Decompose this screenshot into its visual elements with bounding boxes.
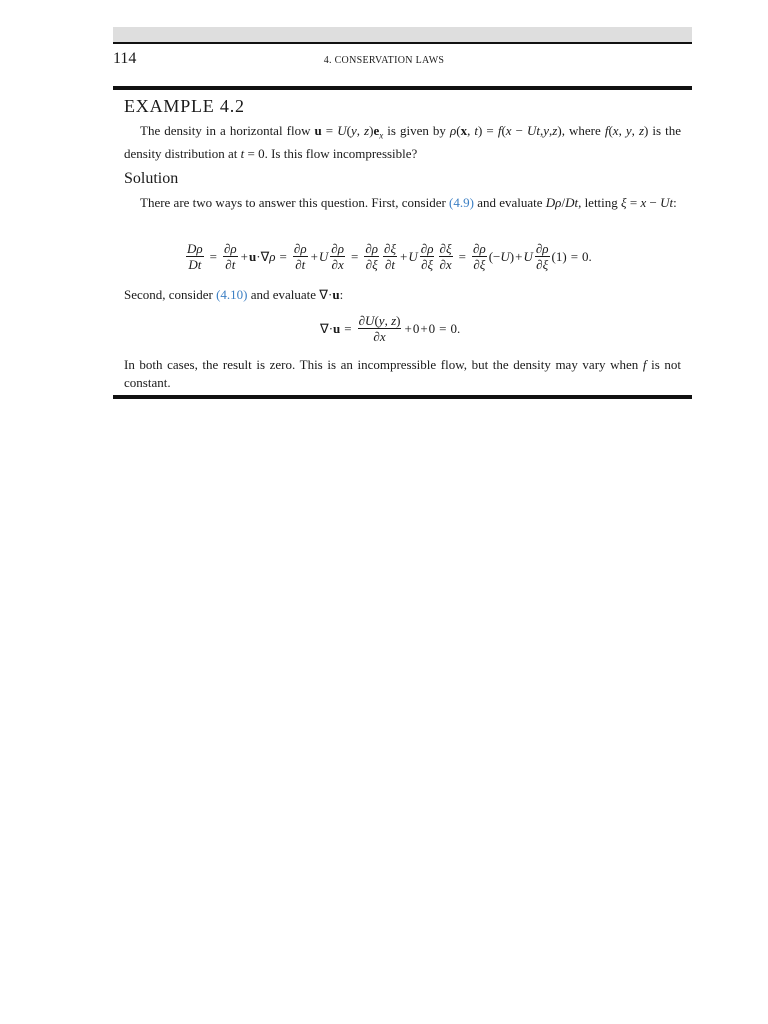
solution-paragraph-3: In both cases, the result is zero. This is an incompressible flow, but the density may vary when f is not constant. xyxy=(124,357,681,390)
header-rule xyxy=(113,42,692,44)
example-top-rule xyxy=(113,86,692,90)
example-title: EXAMPLE 4.2 xyxy=(124,96,245,116)
page-number: 114 xyxy=(113,50,137,67)
equation-reference-4-9[interactable]: (4.9) xyxy=(449,195,474,210)
solution-paragraph-2: Second, consider (4.10) and evaluate ∇·u: xyxy=(124,287,344,302)
equation-divergence: ∇· u = $\frac{\partial U(y, z)}{\partial x}$ + 0 + 0 = 0. xyxy=(320,313,461,344)
solution-title: Solution xyxy=(124,170,179,187)
equation-reference-4-10[interactable]: (4.10) xyxy=(216,287,248,302)
solution-paragraph-1: There are two ways to answer this question. First, consider (4.9) and evaluate Dρ/Dt, letting ξ = x − Ut: xyxy=(140,195,677,210)
equation-material-derivative: $\frac{D\rho}{Dt}$ = $\frac{\partial\rho}{\partial t}$ + u ·∇ ρ = $\frac{\partial\rho}{\partial t}$ + U $\frac{\partial\rho}{\partial x}$ = $\frac{\partial\rho}{\partial\xi}$ $\frac{\partial\xi}{\partial t}$ + U $\frac{\partial\rho}{\partial\xi}$ $\frac{\partial\xi}{\partial x}$ = $\frac{\partial\rho}{\partial\xi}$ (− U ) + U $\frac{\partial\rho}{\partial\xi}$ (1) = 0. xyxy=(187,241,592,272)
example-problem-text: The density in a horizontal flow u = U(y, $z)e_x$ is given by ρ(x, t) = f(x − Ut,y,z), where f(x, y, z) is the density distribution at t = 0. Is this flow incompressible? xyxy=(124,123,682,161)
example-bottom-rule xyxy=(113,395,692,399)
header-band xyxy=(113,27,692,42)
running-head: 4. CONSERVATION LAWS xyxy=(323,55,445,66)
